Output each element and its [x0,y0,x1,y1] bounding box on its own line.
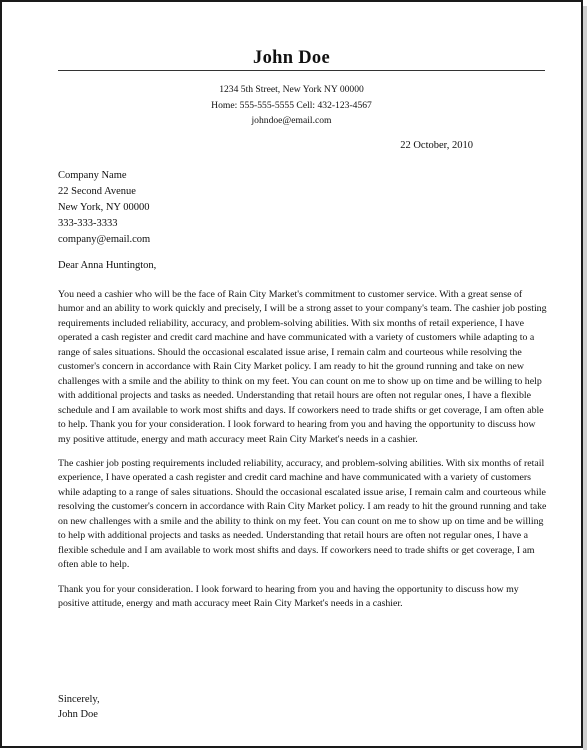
recipient-phone: 333-333-3333 [58,218,118,229]
salutation: Dear Anna Huntington, [58,260,157,271]
sender-address: 1234 5th Street, New York NY 00000 [219,84,364,95]
recipient-block [58,168,150,248]
recipient-city: New York, NY 00000 [58,202,150,213]
body-paragraph-3: Thank you for your consideration. I look forward to hearing from you and having the opportunity to discuss how my positive attitude, energy and math accuracy meet Rain City Market's needs in a cashier. [58,583,519,610]
sender-email: johndoe@email.com [251,115,332,126]
sender-phones: Home: 555-555-5555 Cell: 432-123-4567 [211,99,372,111]
letter-date: 22 October, 2010 [400,140,473,151]
recipient-company: Company Name [58,170,127,181]
closing-block [58,692,100,722]
recipient-email: company@email.com [58,234,151,245]
recipient-street: 22 Second Avenue [58,186,136,197]
body-paragraph-2: The cashier job posting requirements included reliability, accuracy, and problem-solving abilities. With six months of retail experience, I have operated a cash register and credit card machine and have communicated with a variety of customers while adapting to a range of sales situations. Should the occasional escalated issue arise, I remain calm and courteous while resolving the customer's concern in accordance with Rain City Market policy. I am ready to hit the ground running and take on new challenges with a smile and the ability to think on my feet. You can count on me to show up on time and be willing to help with additional projects and tasks as needed. Understanding that retail hours are often not regular ones, I have a flexible schedule and I am available to work most shifts and days. If coworkers need to trade shifts or get coverage, I am often able to help. [58,457,547,571]
sender-name: John Doe [253,48,330,68]
valediction: Sincerely, [58,694,100,705]
sender-contact-block [2,82,581,129]
letter-body [58,288,547,622]
letter-header [2,46,581,70]
header-divider [58,70,545,71]
body-paragraph-1: You need a cashier who will be the face of Rain City Market's commitment to customer service. With a great sense of humor and an ability to work quickly and precisely, I will be a strong asset to your company's team. The cashier job posting requirements included reliability, accuracy, and problem-solving abilities. With six months of retail experience, I have operated a cash register and credit card machine and have communicated with a variety of customers while adapting to a range of sales situations. Should the occasional escalated issue arise, I remain calm and courteous while resolving the customer's concern in accordance with Rain City Market policy. I am ready to hit the ground running and take on new challenges with a smile and the ability to think on my feet. You can count on me to show up on time and be willing to help with additional projects and tasks as needed. Understanding that retail hours are often not regular ones, I have a flexible schedule and I am available to work most shifts and days. If coworkers need to trade shifts or get coverage, I am often able to help. Thank you for your consideration. I look forward to hearing from you and having the opportunity to discuss how my positive attitude, energy and math accuracy meet Rain City Market's needs in a cashier. [58,289,547,445]
signature-name: John Doe [58,709,98,720]
